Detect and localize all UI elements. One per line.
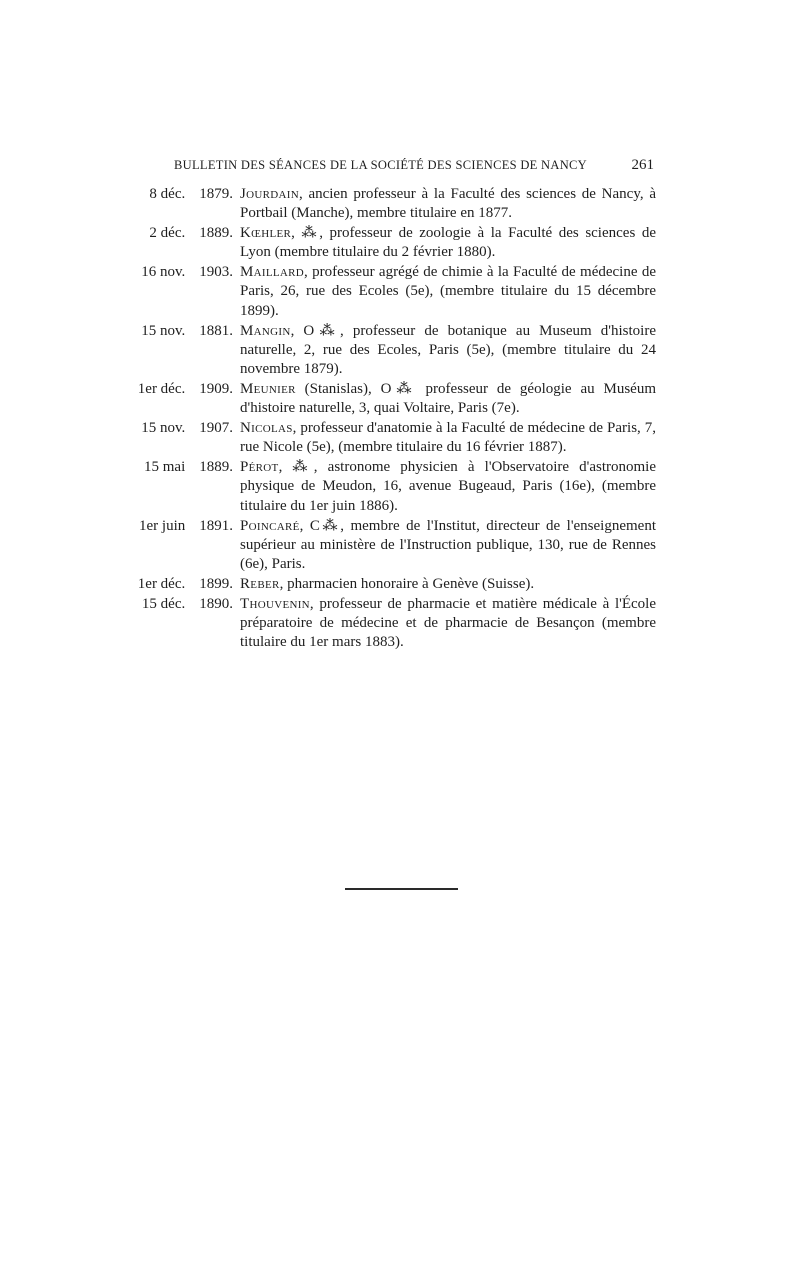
member-entry bbox=[128, 575, 656, 594]
member-name: Nicolas bbox=[240, 420, 293, 437]
admission-date bbox=[128, 419, 240, 458]
member-details: , professeur d'anatomie à la Faculté de médecine de Paris, 7, rue Nicole (5e), (membre titulaire du 16 février 1887). bbox=[240, 420, 656, 456]
member-description bbox=[240, 517, 656, 575]
date-year: 1899. bbox=[199, 575, 233, 592]
date-year: 1903. bbox=[199, 264, 233, 281]
member-name: Reber bbox=[240, 575, 280, 592]
admission-date bbox=[128, 595, 240, 653]
date-day: 16 nov. bbox=[141, 264, 186, 281]
date-day: 8 déc. bbox=[149, 186, 186, 202]
admission-date bbox=[128, 458, 240, 516]
member-description bbox=[240, 458, 656, 516]
date-year: 1907. bbox=[199, 420, 233, 437]
member-description bbox=[240, 224, 656, 263]
member-name: Kœhler bbox=[240, 225, 292, 242]
member-description bbox=[240, 595, 656, 653]
admission-date bbox=[128, 380, 240, 419]
date-year: 1889. bbox=[199, 225, 233, 242]
member-entry bbox=[128, 224, 656, 263]
admission-date bbox=[128, 185, 240, 224]
running-header bbox=[174, 157, 654, 174]
date-year: 1879. bbox=[199, 186, 233, 202]
member-details: , O⁂, professeur de botanique au Museum d'histoire naturelle, 2, rue des Ecoles, Paris (5e), (membre titulaire du 24 novembre 1879). bbox=[240, 322, 656, 378]
member-description bbox=[240, 419, 656, 458]
member-details: , C⁂, membre de l'Institut, directeur de l'enseignement supérieur au ministère de l'Instruction publique, 130, rue de Rennes (6e), Paris. bbox=[240, 517, 656, 573]
date-day: 1er juin bbox=[139, 517, 186, 534]
member-entry bbox=[128, 595, 656, 653]
member-name: Pérot bbox=[240, 459, 279, 476]
date-day: 1er déc. bbox=[137, 575, 186, 592]
member-details: , professeur de pharmacie et matière médicale à l'École préparatoire de médecine et de pharmacie de Besançon (membre titulaire du 1er mars 1883). bbox=[240, 595, 656, 651]
member-description bbox=[240, 263, 656, 321]
member-details: , ⁂, professeur de zoologie à la Faculté des sciences de Lyon (membre titulaire du 2 février 1880). bbox=[240, 225, 656, 261]
member-description bbox=[240, 185, 656, 224]
member-description bbox=[240, 380, 656, 419]
member-name: Meunier bbox=[240, 380, 296, 397]
date-year: 1889. bbox=[199, 459, 233, 476]
member-entry bbox=[128, 380, 656, 419]
date-day: 2 déc. bbox=[149, 225, 186, 242]
section-divider-rule bbox=[345, 888, 458, 890]
member-details: , ancien professeur à la Faculté des sciences de Nancy, à Portbail (Manche), membre titulaire en 1877. bbox=[240, 186, 656, 222]
member-description bbox=[240, 575, 656, 594]
member-name: Maillard bbox=[240, 264, 305, 281]
member-entry bbox=[128, 185, 656, 224]
date-day: 15 nov. bbox=[141, 322, 186, 339]
date-day: 1er déc. bbox=[137, 380, 186, 397]
member-list bbox=[128, 185, 656, 653]
member-name: Jourdain bbox=[240, 186, 299, 202]
member-details: (Stanislas), O⁂ professeur de géologie au Muséum d'histoire naturelle, 3, quai Voltaire, Paris (7e). bbox=[240, 380, 656, 417]
member-entry bbox=[128, 517, 656, 575]
header-title: BULLETIN DES SÉANCES DE LA SOCIÉTÉ DES SCIENCES DE NANCY bbox=[174, 158, 587, 172]
date-day: 15 déc. bbox=[141, 595, 186, 612]
member-details: , pharmacien honoraire à Genève (Suisse). bbox=[279, 575, 535, 592]
date-day: 15 nov. bbox=[141, 420, 186, 437]
member-entry bbox=[128, 322, 656, 380]
date-year: 1881. bbox=[199, 322, 233, 339]
member-name: Thouvenin bbox=[240, 595, 310, 612]
admission-date bbox=[128, 263, 240, 321]
member-entry bbox=[128, 263, 656, 321]
page-number: 261 bbox=[631, 157, 654, 173]
member-name: Mangin bbox=[240, 322, 291, 339]
admission-date bbox=[128, 575, 240, 594]
admission-date bbox=[128, 517, 240, 575]
date-year: 1909. bbox=[199, 380, 233, 397]
admission-date bbox=[128, 322, 240, 380]
member-details: , professeur agrégé de chimie à la Faculté de médecine de Paris, 26, rue des Ecoles (5e), (membre titulaire du 15 décembre 1899). bbox=[240, 264, 656, 319]
member-details: , ⁂, astronome physicien à l'Observatoire d'astronomie physique de Meudon, 16, avenue Bugeaud, Paris (16e), (membre titulaire du 1er juin 1886). bbox=[240, 459, 656, 514]
member-entry bbox=[128, 419, 656, 458]
date-year: 1890. bbox=[199, 595, 233, 612]
member-name: Poincaré bbox=[240, 517, 300, 534]
date-day: 15 mai bbox=[144, 459, 186, 476]
member-entry bbox=[128, 458, 656, 516]
member-description bbox=[240, 322, 656, 380]
admission-date bbox=[128, 224, 240, 263]
date-year: 1891. bbox=[199, 517, 233, 534]
